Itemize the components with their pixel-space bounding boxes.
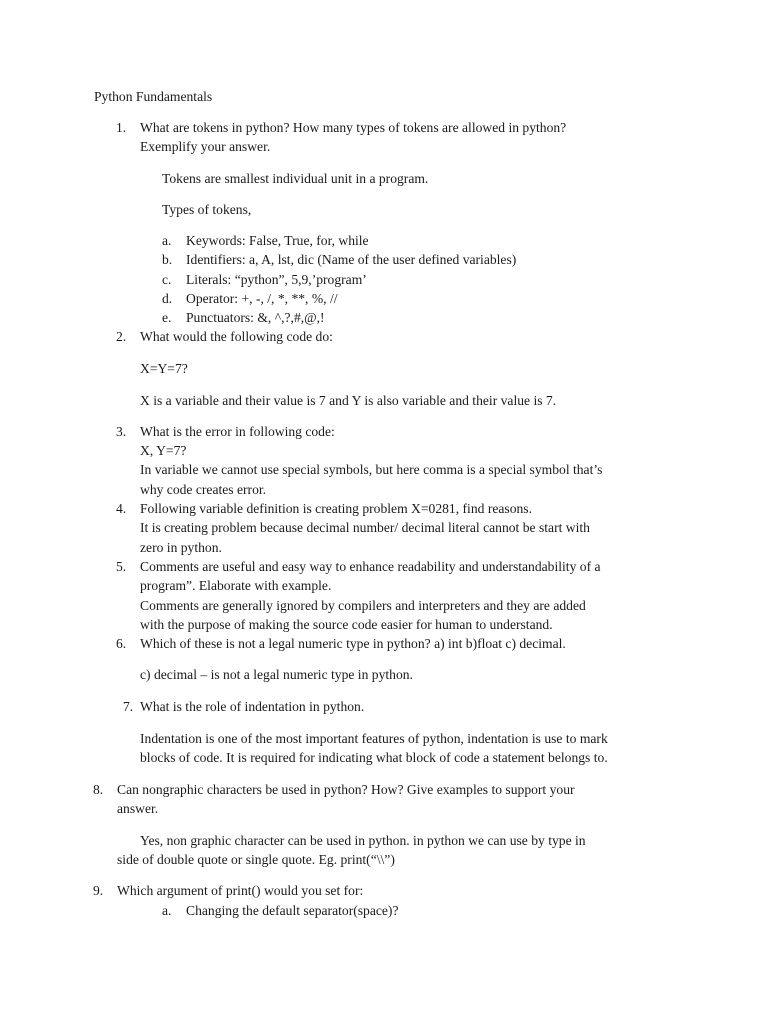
q1-type-operator: Operator: +, -, /, *, **, %, //	[186, 291, 338, 306]
q1-question-line1: What are tokens in python? How many types of tokens are allowed in python?	[140, 120, 567, 135]
q1-type-punctuators: Punctuators: &, ^,?,#,@,!	[186, 310, 325, 325]
q8-answer-line1: Yes, non graphic character can be used in python. in python we can use by type in	[140, 833, 586, 848]
q1-type-literals: Literals: “python”, 5,9,’program’	[186, 272, 367, 287]
q1-type-marker: a.	[162, 233, 172, 248]
q2-question: What would the following code do:	[140, 329, 333, 344]
q4-answer-line1: It is creating problem because decimal number/ decimal literal cannot be start with	[140, 520, 590, 535]
q3-answer-line1: In variable we cannot use special symbols, but here comma is a special symbol that’s	[140, 462, 603, 477]
q1-types-heading: Types of tokens,	[162, 202, 252, 217]
q2-answer: X is a variable and their value is 7 and Y is also variable and their value is 7.	[140, 393, 557, 408]
q4-question: Following variable definition is creating problem X=0281, find reasons.	[140, 501, 532, 516]
q5-question-line1: Comments are useful and easy way to enhance readability and understandability of a	[140, 559, 601, 574]
q1-type-marker: e.	[162, 310, 172, 325]
q2-number: 2.	[116, 329, 127, 344]
q4-answer-line2: zero in python.	[140, 540, 222, 555]
q2-code: X=Y=7?	[140, 361, 188, 376]
q7-answer-line2: blocks of code. It is required for indicating what block of code a statement belongs to.	[140, 750, 608, 765]
q5-answer-line2: with the purpose of making the source code easier for human to understand.	[140, 617, 553, 632]
q9-sub-item: Changing the default separator(space)?	[186, 903, 399, 918]
q1-type-keywords: Keywords: False, True, for, while	[186, 233, 369, 248]
q5-question-line2: program”. Elaborate with example.	[140, 578, 332, 593]
q1-question-line2: Exemplify your answer.	[140, 139, 271, 154]
q3-answer-line2: why code creates error.	[140, 482, 267, 497]
q3-question: What is the error in following code:	[140, 424, 335, 439]
q1-number: 1.	[116, 120, 127, 135]
q1-type-marker: d.	[162, 291, 173, 306]
q3-number: 3.	[116, 424, 127, 439]
q9-number: 9.	[93, 883, 104, 898]
q6-number: 6.	[116, 636, 127, 651]
q8-question-line1: Can nongraphic characters be used in python? How? Give examples to support your	[117, 782, 575, 797]
q6-answer: c) decimal – is not a legal numeric type in python.	[140, 667, 413, 682]
q7-answer-line1: Indentation is one of the most important features of python, indentation is use to mark	[140, 731, 608, 746]
q1-type-marker: b.	[162, 252, 173, 267]
q7-question: What is the role of indentation in python.	[140, 699, 365, 714]
q1-answer: Tokens are smallest individual unit in a program.	[162, 171, 429, 186]
q8-answer-line2: side of double quote or single quote. Eg. print(“\\”)	[117, 852, 395, 867]
q1-type-marker: c.	[162, 272, 172, 287]
q7-number: 7.	[123, 699, 134, 714]
q5-number: 5.	[116, 559, 127, 574]
q9-question: Which argument of print() would you set for:	[117, 883, 364, 898]
q6-question: Which of these is not a legal numeric type in python? a) int b)float c) decimal.	[140, 636, 566, 651]
q5-answer-line1: Comments are generally ignored by compilers and interpreters and they are added	[140, 598, 586, 613]
q1-type-identifiers: Identifiers: a, A, lst, dic (Name of the user defined variables)	[186, 252, 517, 267]
q3-code: X, Y=7?	[140, 443, 187, 458]
document-title: Python Fundamentals	[94, 89, 213, 104]
q9-sub-marker: a.	[162, 903, 172, 918]
q8-number: 8.	[93, 782, 104, 797]
q8-question-line2: answer.	[117, 801, 159, 816]
q4-number: 4.	[116, 501, 127, 516]
